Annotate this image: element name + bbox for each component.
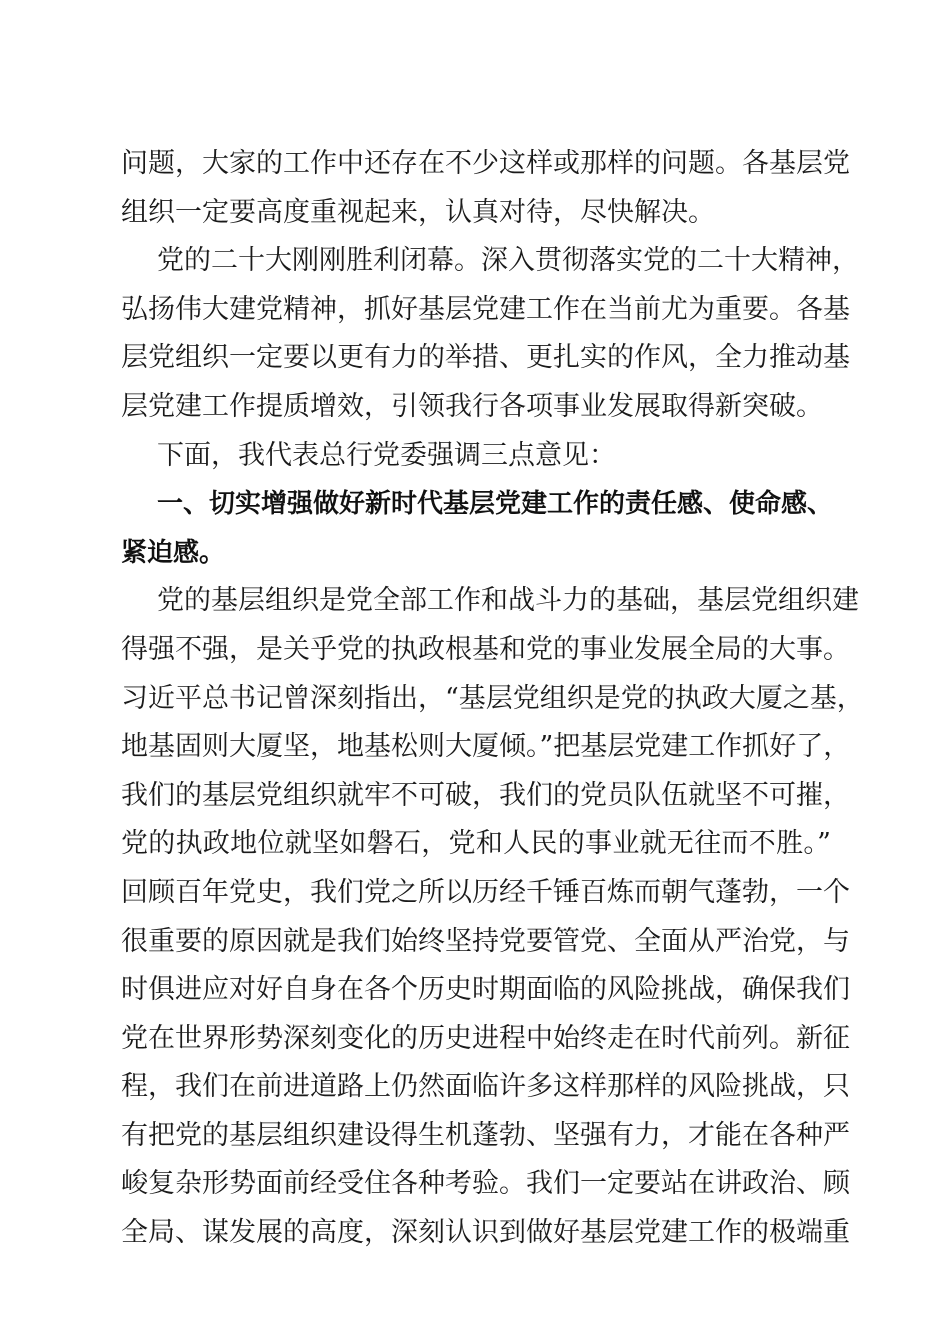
text-line: 得强不强，是关乎党的执政根基和党的事业发展全局的大事。	[121, 633, 850, 665]
text-line: 问题，大家的工作中还存在不少这样或那样的问题。各基层党	[121, 148, 850, 179]
text-line: 有把党的基层组织建设得生机蓬勃、坚强有力，才能在各种严	[121, 1119, 850, 1151]
section-heading-line: 紧迫感。	[121, 537, 226, 568]
text-line: 党在世界形势深刻变化的历史进程中始终走在时代前列。新征	[121, 1022, 850, 1054]
text-line: 组织一定要高度重视起来，认真对待，尽快解决。	[121, 196, 715, 228]
text-line: 我们的基层党组织就牢不可破，我们的党员队伍就坚不可摧，	[121, 779, 850, 811]
text-line: 地基固则大厦坚，地基松则大厦倾。”把基层党建工作抓好了，	[121, 731, 851, 763]
text-line: 很重要的原因就是我们始终坚持党要管党、全面从严治党，与	[121, 925, 850, 957]
document-body	[121, 140, 864, 1258]
section-heading-line: 一、切实增强做好新时代基层党建工作的责任感、使命感、	[157, 489, 834, 520]
text-line: 党的基层组织是党全部工作和战斗力的基础，基层党组织建	[157, 585, 859, 617]
text-line: 全局、谋发展的高度，深刻认识到做好基层党建工作的极端重	[121, 1217, 850, 1249]
text-line: 层党建工作提质增效，引领我行各项事业发展取得新突破。	[121, 390, 823, 422]
text-line: 习近平总书记曾深刻指出，“基层党组织是党的执政大厦之基，	[121, 682, 864, 714]
text-line: 程，我们在前进道路上仍然面临许多这样那样的风险挑战，只	[121, 1071, 850, 1103]
text-line: 党的执政地位就坚如磐石，党和人民的事业就无往而不胜。”	[121, 828, 831, 860]
text-line: 下面，我代表总行党委强调三点意见：	[157, 439, 616, 471]
text-line: 党的二十大刚刚胜利闭幕。深入贯彻落实党的二十大精神，	[157, 245, 859, 277]
text-line: 层党组织一定要以更有力的举措、更扎实的作风，全力推动基	[121, 342, 850, 374]
text-line: 弘扬伟大建党精神，抓好基层党建工作在当前尤为重要。各基	[121, 293, 850, 325]
text-line: 回顾百年党史，我们党之所以历经千锤百炼而朝气蓬勃，一个	[121, 876, 850, 908]
text-line: 时俱进应对好自身在各个历史时期面临的风险挑战，确保我们	[121, 974, 850, 1006]
text-line: 峻复杂形势面前经受住各种考验。我们一定要站在讲政治、顾	[121, 1168, 850, 1200]
